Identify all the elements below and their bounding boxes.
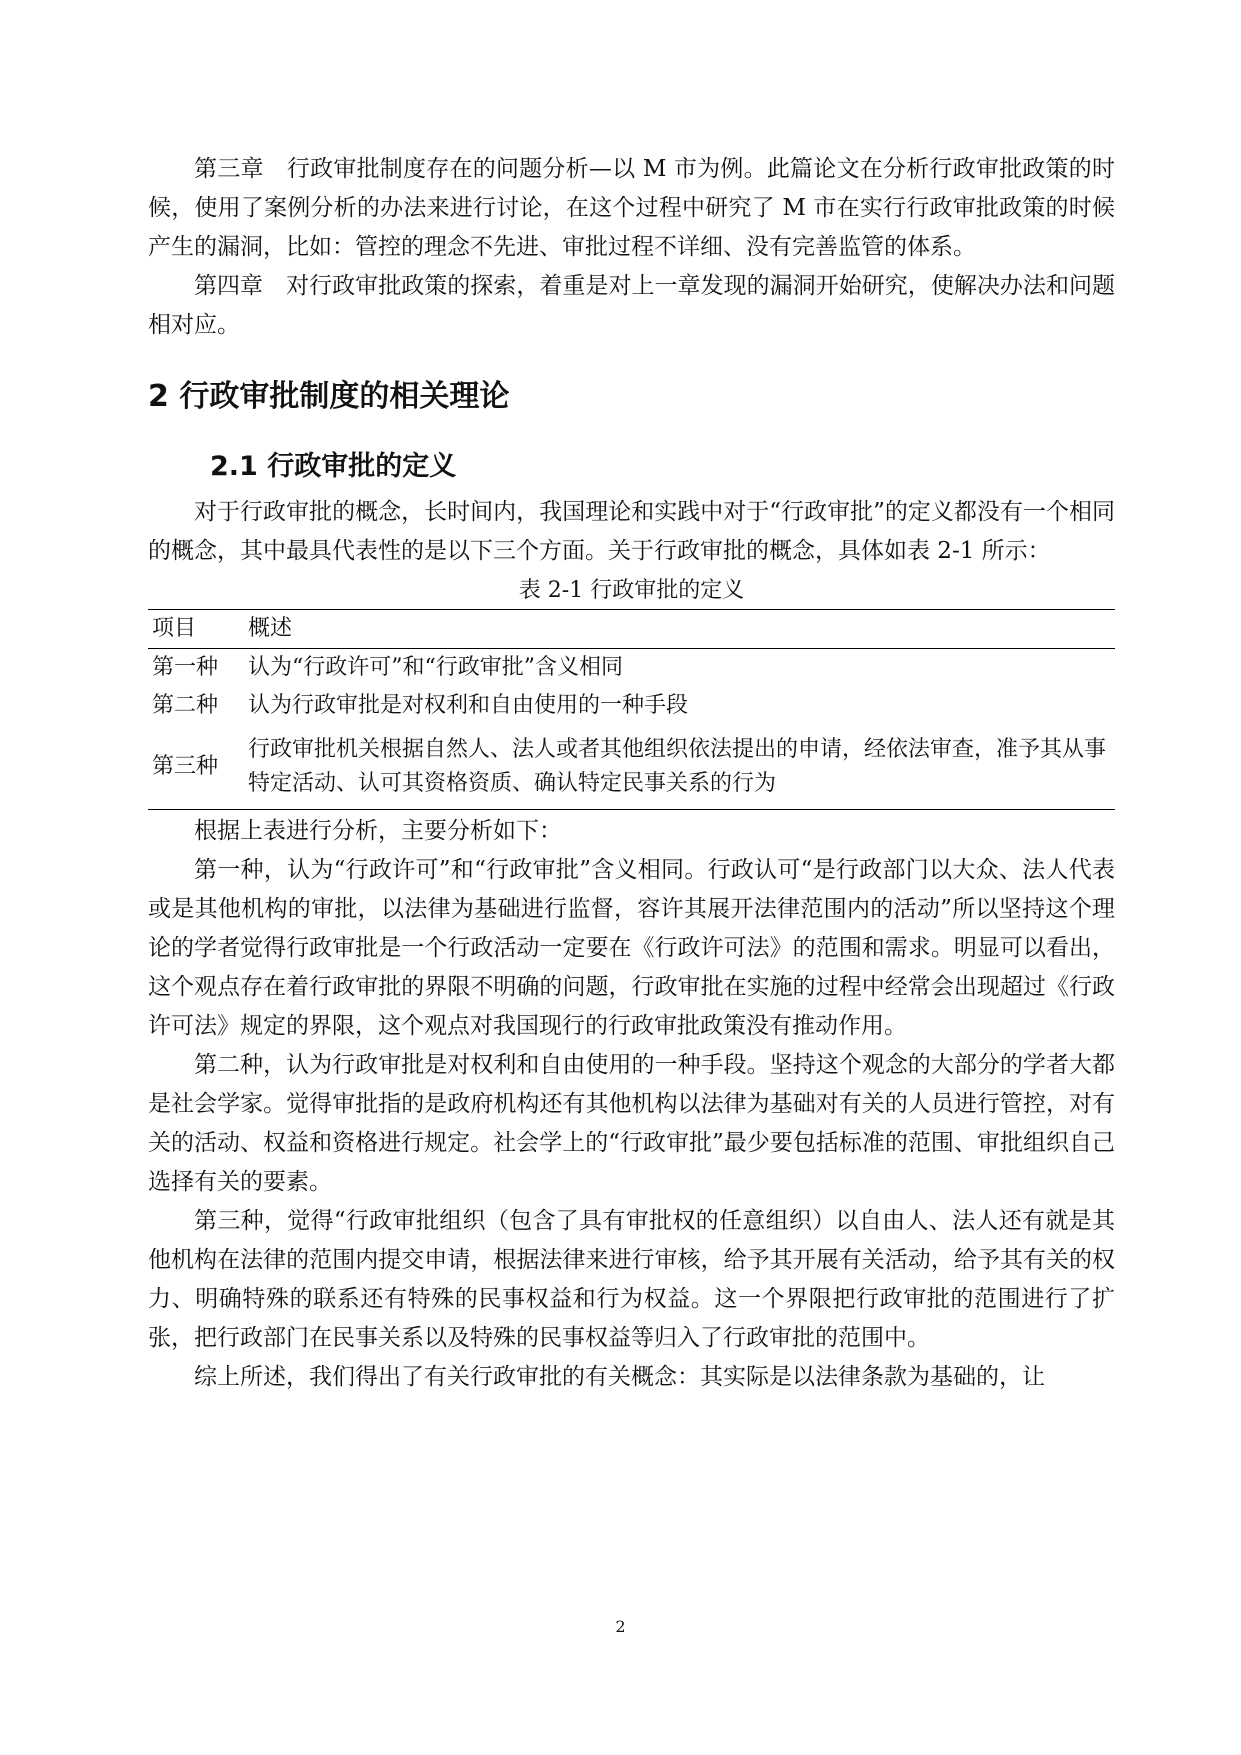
section-heading: 2 行政审批制度的相关理论 bbox=[148, 379, 510, 414]
paragraph-analysis-intro: 根据上表进行分析，主要分析如下： bbox=[194, 818, 562, 844]
table-row bbox=[148, 649, 1115, 688]
table-cell-item: 第二种 bbox=[152, 693, 219, 718]
subsection-heading: 2.1 行政审批的定义 bbox=[210, 451, 457, 482]
table-row bbox=[148, 687, 1115, 725]
table-header-desc: 概述 bbox=[244, 610, 1115, 649]
table-caption: 表 2-1 行政审批的定义 bbox=[518, 578, 745, 603]
table-cell-desc: 认为“行政许可”和“行政审批”含义相同 bbox=[248, 655, 623, 680]
table-cell-item: 第三种 bbox=[152, 754, 219, 779]
paragraph-chapter-3: 第三章 行政审批制度存在的问题分析—以 M 市为例。此篇论文在分析行政审批政策的时候，使用了案例分析的办法来进行讨论，在这个过程中研究了 M 市在实行行政审批政策的时候产生的漏洞，比如：管控的理念不先进、审批过程不详细、没有完善监管的体系。 bbox=[148, 156, 1115, 260]
paragraph-third-view: 第三种，觉得“行政审批组织（包含了具有审批权的任意组织）以自由人、法人还有就是其他机构在法律的范围内提交申请，根据法律来进行审核，给予其开展有关活动，给予其有关的权力、明确特殊的联系还有特殊的民事权益和行为权益。这一个界限把行政审批的范围进行了扩张，把行政部门在民事关系以及特殊的民事权益等归入了行政审批的范围中。 bbox=[148, 1208, 1115, 1351]
table-header-item: 项目 bbox=[148, 610, 244, 649]
table-cell-item: 第一种 bbox=[152, 655, 219, 680]
paragraph-summary: 综上所述，我们得出了有关行政审批的有关概念：其实际是以法律条款为基础的，让 bbox=[194, 1364, 1045, 1390]
definition-table bbox=[148, 609, 1115, 810]
page-content bbox=[148, 150, 1115, 1397]
table-header-row bbox=[148, 610, 1115, 649]
paragraph-first-view: 第一种，认为“行政许可”和“行政审批”含义相同。行政认可“是行政部门以大众、法人代表或是其他机构的审批，以法律为基础进行监督，容许其展开法律范围内的活动”所以坚持这个理论的学者觉得行政审批是一个行政活动一定要在《行政许可法》的范围和需求。明显可以看出，这个观点存在着行政审批的界限不明确的问题，行政审批在实施的过程中经常会出现超过《行政许可法》规定的界限，这个观点对我国现行的行政审批政策没有推动作用。 bbox=[148, 857, 1115, 1039]
intro-paragraph: 对于行政审批的概念，长时间内，我国理论和实践中对于“行政审批”的定义都没有一个相同的概念，其中最具代表性的是以下三个方面。关于行政审批的概念，具体如表 2-1 所示： bbox=[148, 499, 1115, 564]
paragraph-second-view: 第二种，认为行政审批是对权利和自由使用的一种手段。坚持这个观念的大部分的学者大都是社会学家。觉得审批指的是政府机构还有其他机构以法律为基础对有关的人员进行管控，对有关的活动、权益和资格进行规定。社会学上的“行政审批”最少要包括标准的范围、审批组织自己选择有关的要素。 bbox=[148, 1052, 1115, 1195]
paragraph-chapter-4: 第四章 对行政审批政策的探索，着重是对上一章发现的漏洞开始研究，使解决办法和问题相对应。 bbox=[148, 273, 1115, 338]
table-cell-desc: 认为行政审批是对权利和自由使用的一种手段 bbox=[248, 693, 689, 718]
page-number: 2 bbox=[615, 1617, 626, 1636]
table-cell-desc: 行政审批机关根据自然人、法人或者其他组织依法提出的申请，经依法审查，准予其从事特定活动、认可其资格资质、确认特定民事关系的行为 bbox=[248, 737, 1107, 796]
table-row bbox=[148, 725, 1115, 810]
